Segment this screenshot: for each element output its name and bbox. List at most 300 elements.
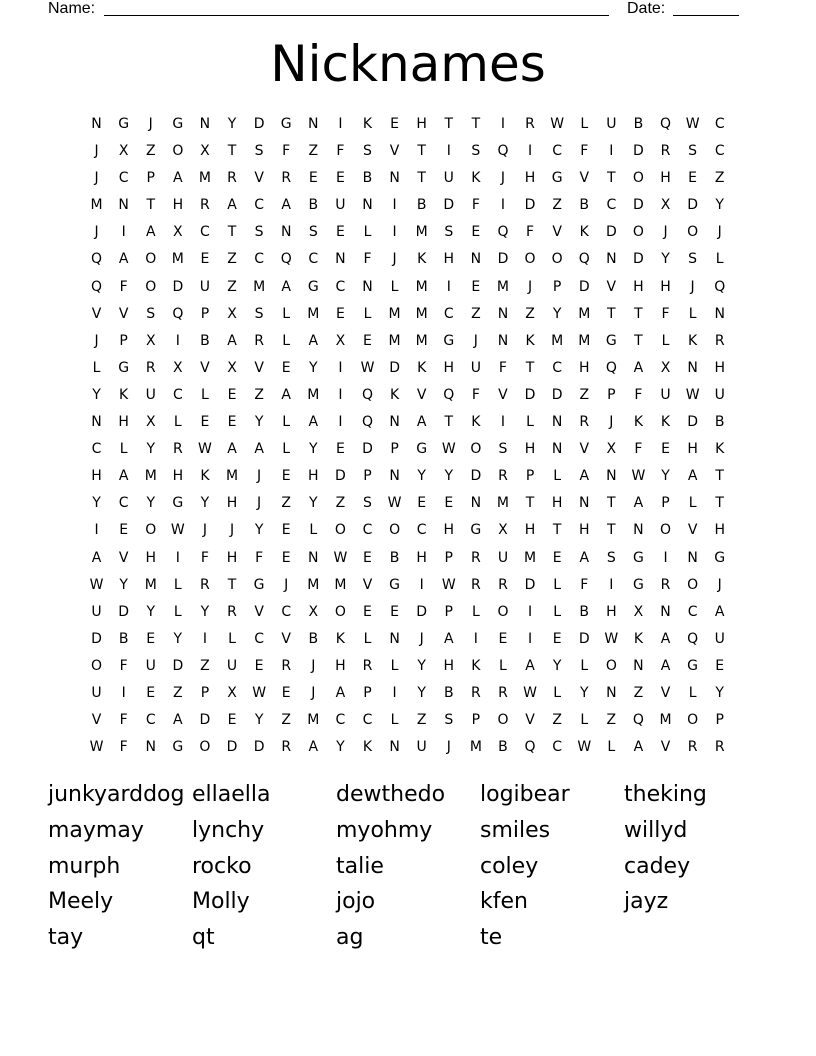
grid-letter[interactable]: W bbox=[550, 116, 565, 132]
grid-letter[interactable]: Y bbox=[309, 359, 318, 376]
grid-letter[interactable]: U bbox=[660, 386, 671, 403]
grid-letter[interactable]: H bbox=[660, 170, 671, 187]
grid-letter[interactable]: R bbox=[200, 576, 210, 593]
grid-letter[interactable]: H bbox=[524, 522, 536, 539]
grid-letter[interactable]: I bbox=[527, 603, 533, 620]
grid-letter[interactable]: C bbox=[91, 441, 102, 458]
grid-letter[interactable]: T bbox=[634, 332, 643, 349]
grid-letter[interactable]: F bbox=[119, 712, 128, 729]
grid-letter[interactable]: K bbox=[335, 630, 345, 647]
grid-letter[interactable]: V bbox=[362, 576, 373, 593]
grid-letter[interactable]: L bbox=[553, 576, 562, 593]
grid-letter[interactable]: L bbox=[282, 305, 291, 322]
grid-letter[interactable]: M bbox=[496, 278, 509, 295]
grid-letter[interactable]: E bbox=[308, 170, 318, 187]
grid-letter[interactable]: I bbox=[338, 414, 343, 431]
grid-letter[interactable]: I bbox=[338, 386, 343, 403]
grid-letter[interactable]: C bbox=[118, 495, 129, 512]
grid-letter[interactable]: W bbox=[89, 739, 104, 756]
grid-letter[interactable]: O bbox=[145, 251, 157, 268]
grid-letter[interactable]: T bbox=[417, 170, 426, 187]
grid-letter[interactable]: N bbox=[714, 305, 725, 322]
grid-letter[interactable]: M bbox=[225, 468, 239, 485]
grid-letter[interactable]: U bbox=[416, 739, 427, 756]
grid-letter[interactable]: Y bbox=[309, 495, 318, 512]
grid-letter[interactable]: E bbox=[227, 386, 237, 403]
grid-letter[interactable]: X bbox=[606, 441, 617, 458]
grid-letter[interactable]: N bbox=[389, 170, 400, 187]
grid-letter[interactable]: C bbox=[443, 305, 454, 322]
grid-letter[interactable]: L bbox=[471, 603, 480, 620]
grid-letter[interactable]: L bbox=[92, 359, 101, 376]
grid-letter[interactable]: I bbox=[175, 332, 180, 349]
grid-letter[interactable]: I bbox=[392, 224, 397, 241]
grid-letter[interactable]: F bbox=[282, 143, 291, 160]
grid-letter[interactable]: Q bbox=[660, 116, 672, 132]
grid-letter[interactable]: M bbox=[578, 305, 591, 322]
grid-letter[interactable]: N bbox=[308, 116, 319, 132]
grid-letter[interactable]: V bbox=[389, 143, 400, 160]
grid-letter[interactable]: G bbox=[172, 495, 184, 512]
grid-letter[interactable]: O bbox=[497, 603, 509, 620]
grid-letter[interactable]: X bbox=[633, 603, 644, 620]
grid-letter[interactable]: Z bbox=[173, 684, 183, 701]
grid-letter[interactable]: D bbox=[578, 278, 590, 295]
grid-letter[interactable]: D bbox=[118, 603, 130, 620]
grid-letter[interactable]: G bbox=[605, 332, 617, 349]
grid-letter[interactable]: N bbox=[118, 197, 129, 214]
grid-letter[interactable]: B bbox=[118, 630, 129, 647]
grid-letter[interactable]: H bbox=[714, 359, 725, 376]
grid-letter[interactable]: O bbox=[687, 712, 699, 729]
grid-letter[interactable]: I bbox=[609, 143, 614, 160]
grid-letter[interactable]: M bbox=[415, 278, 428, 295]
grid-letter[interactable]: F bbox=[471, 386, 480, 403]
grid-letter[interactable]: L bbox=[390, 657, 399, 674]
grid-letter[interactable]: T bbox=[552, 522, 562, 539]
grid-letter[interactable]: I bbox=[392, 684, 397, 701]
grid-letter[interactable]: C bbox=[362, 522, 373, 539]
grid-letter[interactable]: L bbox=[173, 603, 182, 620]
grid-letter[interactable]: O bbox=[470, 441, 482, 458]
grid-letter[interactable]: N bbox=[91, 414, 102, 431]
grid-letter[interactable]: L bbox=[309, 522, 318, 539]
grid-letter[interactable]: B bbox=[714, 414, 725, 431]
grid-letter[interactable]: X bbox=[660, 197, 671, 214]
grid-letter[interactable]: L bbox=[661, 332, 670, 349]
grid-letter[interactable]: R bbox=[498, 576, 508, 593]
grid-letter[interactable]: N bbox=[578, 495, 590, 512]
grid-letter[interactable]: F bbox=[119, 739, 128, 756]
grid-letter[interactable]: Y bbox=[661, 251, 670, 268]
grid-letter[interactable]: S bbox=[254, 224, 264, 241]
grid-letter[interactable]: P bbox=[200, 305, 210, 322]
grid-letter[interactable]: V bbox=[281, 630, 291, 647]
grid-letter[interactable]: E bbox=[552, 630, 562, 647]
grid-letter[interactable]: O bbox=[551, 251, 563, 268]
grid-letter[interactable]: A bbox=[308, 332, 319, 349]
grid-letter[interactable]: X bbox=[200, 143, 210, 160]
grid-letter[interactable]: I bbox=[500, 116, 506, 132]
grid-letter[interactable]: L bbox=[282, 414, 291, 431]
grid-letter[interactable]: R bbox=[714, 332, 725, 349]
grid-letter[interactable]: I bbox=[94, 522, 99, 539]
grid-letter[interactable]: Y bbox=[254, 414, 264, 431]
grid-letter[interactable]: V bbox=[579, 441, 590, 458]
grid-letter[interactable]: J bbox=[94, 332, 99, 349]
grid-letter[interactable]: X bbox=[145, 332, 156, 349]
grid-letter[interactable]: Y bbox=[119, 576, 128, 593]
grid-letter[interactable]: Q bbox=[91, 251, 103, 268]
grid-letter[interactable]: D bbox=[524, 197, 536, 214]
grid-letter[interactable]: Q bbox=[280, 251, 292, 268]
grid-letter[interactable]: Z bbox=[552, 197, 562, 214]
grid-letter[interactable]: Y bbox=[552, 305, 562, 322]
grid-letter[interactable]: U bbox=[145, 657, 156, 674]
grid-letter[interactable]: Z bbox=[552, 712, 562, 729]
grid-letter[interactable]: Y bbox=[417, 684, 426, 701]
grid-letter[interactable]: P bbox=[444, 549, 453, 566]
grid-letter[interactable]: B bbox=[416, 197, 427, 214]
grid-letter[interactable]: E bbox=[254, 657, 264, 674]
grid-letter[interactable]: G bbox=[443, 332, 455, 349]
date-blank-line[interactable] bbox=[673, 15, 739, 16]
grid-letter[interactable]: P bbox=[525, 468, 535, 485]
grid-letter[interactable]: O bbox=[172, 143, 184, 160]
grid-letter[interactable]: Q bbox=[605, 359, 617, 376]
grid-letter[interactable]: H bbox=[687, 441, 698, 458]
grid-letter[interactable]: J bbox=[500, 170, 506, 187]
grid-letter[interactable]: W bbox=[387, 495, 402, 512]
grid-letter[interactable]: N bbox=[497, 305, 509, 322]
grid-letter[interactable]: M bbox=[415, 305, 428, 322]
grid-letter[interactable]: E bbox=[661, 441, 670, 458]
grid-letter[interactable]: L bbox=[173, 414, 182, 431]
grid-letter[interactable]: K bbox=[119, 386, 129, 403]
grid-letter[interactable]: J bbox=[392, 251, 397, 268]
grid-letter[interactable]: W bbox=[89, 576, 104, 593]
grid-letter[interactable]: E bbox=[281, 468, 291, 485]
grid-letter[interactable]: I bbox=[527, 143, 533, 160]
grid-letter[interactable]: O bbox=[334, 603, 346, 620]
grid-letter[interactable]: U bbox=[145, 386, 156, 403]
grid-letter[interactable]: P bbox=[661, 495, 670, 512]
grid-letter[interactable]: A bbox=[91, 549, 102, 566]
grid-letter[interactable]: P bbox=[444, 603, 453, 620]
grid-letter[interactable]: R bbox=[362, 657, 373, 674]
grid-letter[interactable]: N bbox=[687, 359, 698, 376]
grid-letter[interactable]: O bbox=[632, 170, 644, 187]
grid-letter[interactable]: C bbox=[606, 197, 617, 214]
grid-letter[interactable]: V bbox=[254, 603, 264, 620]
grid-letter[interactable]: V bbox=[498, 386, 508, 403]
grid-letter[interactable]: N bbox=[308, 549, 319, 566]
grid-letter[interactable]: J bbox=[148, 116, 153, 132]
grid-letter[interactable]: X bbox=[308, 603, 319, 620]
grid-letter[interactable]: A bbox=[227, 197, 237, 214]
grid-letter[interactable]: L bbox=[119, 441, 128, 458]
grid-letter[interactable]: H bbox=[524, 441, 536, 458]
grid-letter[interactable]: O bbox=[497, 712, 509, 729]
grid-letter[interactable]: V bbox=[91, 712, 102, 729]
grid-letter[interactable]: L bbox=[363, 224, 372, 241]
grid-letter[interactable]: E bbox=[200, 251, 210, 268]
grid-letter[interactable]: R bbox=[714, 739, 725, 756]
grid-letter[interactable]: M bbox=[307, 305, 320, 322]
grid-letter[interactable]: N bbox=[145, 739, 156, 756]
grid-letter[interactable]: D bbox=[687, 414, 698, 431]
grid-letter[interactable]: J bbox=[94, 170, 99, 187]
grid-letter[interactable]: M bbox=[659, 712, 672, 729]
grid-letter[interactable]: R bbox=[227, 170, 237, 187]
grid-letter[interactable]: G bbox=[118, 359, 130, 376]
grid-letter[interactable]: J bbox=[527, 278, 533, 295]
grid-letter[interactable]: A bbox=[579, 549, 590, 566]
grid-letter[interactable]: L bbox=[363, 305, 372, 322]
grid-letter[interactable]: K bbox=[417, 359, 427, 376]
grid-letter[interactable]: D bbox=[335, 468, 346, 485]
grid-letter[interactable]: Q bbox=[578, 251, 590, 268]
grid-letter[interactable]: G bbox=[714, 549, 726, 566]
grid-letter[interactable]: L bbox=[173, 576, 182, 593]
grid-letter[interactable]: F bbox=[498, 359, 507, 376]
grid-letter[interactable]: H bbox=[416, 549, 427, 566]
grid-letter[interactable]: Y bbox=[200, 495, 210, 512]
grid-letter[interactable]: E bbox=[200, 414, 210, 431]
grid-letter[interactable]: N bbox=[389, 414, 400, 431]
grid-letter[interactable]: H bbox=[443, 522, 455, 539]
grid-letter[interactable]: N bbox=[606, 684, 617, 701]
grid-letter[interactable]: H bbox=[308, 468, 319, 485]
grid-letter[interactable]: A bbox=[227, 441, 237, 458]
grid-letter[interactable]: W bbox=[577, 739, 592, 756]
grid-letter[interactable]: Y bbox=[92, 495, 101, 512]
grid-letter[interactable]: T bbox=[715, 468, 724, 485]
grid-letter[interactable]: R bbox=[470, 576, 481, 593]
grid-letter[interactable]: O bbox=[687, 576, 699, 593]
grid-letter[interactable]: A bbox=[145, 224, 156, 241]
grid-letter[interactable]: B bbox=[389, 549, 400, 566]
grid-letter[interactable]: H bbox=[443, 251, 455, 268]
grid-letter[interactable]: A bbox=[579, 468, 590, 485]
grid-letter[interactable]: P bbox=[715, 712, 724, 729]
grid-letter[interactable]: U bbox=[335, 197, 346, 214]
grid-letter[interactable]: J bbox=[94, 143, 99, 160]
grid-letter[interactable]: W bbox=[170, 522, 185, 539]
grid-letter[interactable]: I bbox=[338, 359, 343, 376]
grid-letter[interactable]: N bbox=[606, 468, 617, 485]
grid-letter[interactable]: U bbox=[714, 386, 725, 403]
grid-letter[interactable]: P bbox=[146, 170, 155, 187]
grid-letter[interactable]: G bbox=[551, 170, 563, 187]
grid-letter[interactable]: Q bbox=[91, 278, 103, 295]
grid-letter[interactable]: Y bbox=[309, 441, 318, 458]
grid-letter[interactable]: C bbox=[714, 116, 725, 132]
grid-letter[interactable]: S bbox=[688, 143, 698, 160]
grid-letter[interactable]: K bbox=[471, 170, 481, 187]
grid-letter[interactable]: Z bbox=[254, 386, 264, 403]
grid-letter[interactable]: J bbox=[311, 684, 316, 701]
grid-letter[interactable]: E bbox=[444, 495, 454, 512]
grid-letter[interactable]: N bbox=[389, 630, 400, 647]
grid-letter[interactable]: G bbox=[118, 116, 130, 132]
grid-letter[interactable]: V bbox=[579, 170, 590, 187]
grid-letter[interactable]: K bbox=[471, 657, 481, 674]
grid-letter[interactable]: Q bbox=[361, 414, 373, 431]
grid-letter[interactable]: N bbox=[497, 332, 509, 349]
grid-letter[interactable]: R bbox=[145, 359, 156, 376]
grid-letter[interactable]: N bbox=[362, 278, 373, 295]
grid-letter[interactable]: N bbox=[389, 468, 400, 485]
grid-letter[interactable]: R bbox=[498, 468, 508, 485]
grid-letter[interactable]: F bbox=[580, 143, 589, 160]
grid-letter[interactable]: Z bbox=[606, 712, 617, 729]
grid-letter[interactable]: Z bbox=[633, 684, 644, 701]
grid-letter[interactable]: X bbox=[173, 359, 183, 376]
grid-letter[interactable]: A bbox=[308, 739, 319, 756]
grid-letter[interactable]: E bbox=[281, 549, 291, 566]
grid-letter[interactable]: X bbox=[660, 359, 671, 376]
grid-letter[interactable]: N bbox=[551, 414, 563, 431]
grid-letter[interactable]: A bbox=[173, 170, 183, 187]
grid-letter[interactable]: T bbox=[607, 170, 616, 187]
grid-letter[interactable]: A bbox=[281, 386, 291, 403]
grid-letter[interactable]: C bbox=[335, 712, 346, 729]
grid-letter[interactable]: E bbox=[335, 441, 345, 458]
grid-letter[interactable]: I bbox=[338, 116, 343, 132]
grid-letter[interactable]: D bbox=[199, 712, 211, 729]
grid-letter[interactable]: C bbox=[254, 251, 264, 268]
grid-letter[interactable]: I bbox=[446, 143, 451, 160]
grid-letter[interactable]: T bbox=[607, 305, 616, 322]
grid-letter[interactable]: I bbox=[175, 549, 180, 566]
grid-letter[interactable]: J bbox=[663, 224, 668, 241]
grid-letter[interactable]: K bbox=[362, 116, 373, 132]
grid-letter[interactable]: C bbox=[308, 251, 319, 268]
grid-letter[interactable]: A bbox=[633, 495, 644, 512]
grid-letter[interactable]: D bbox=[226, 739, 238, 756]
grid-letter[interactable]: M bbox=[334, 576, 347, 593]
grid-letter[interactable]: L bbox=[390, 712, 399, 729]
grid-letter[interactable]: D bbox=[362, 441, 373, 458]
grid-letter[interactable]: N bbox=[470, 495, 482, 512]
grid-letter[interactable]: Y bbox=[227, 116, 237, 132]
grid-letter[interactable]: L bbox=[553, 603, 562, 620]
grid-letter[interactable]: E bbox=[363, 603, 372, 620]
grid-letter[interactable]: T bbox=[607, 495, 616, 512]
grid-letter[interactable]: C bbox=[552, 143, 563, 160]
grid-letter[interactable]: O bbox=[199, 739, 211, 756]
grid-letter[interactable]: E bbox=[715, 657, 725, 674]
grid-letter[interactable]: E bbox=[146, 684, 156, 701]
grid-letter[interactable]: M bbox=[307, 576, 320, 593]
grid-letter[interactable]: N bbox=[606, 251, 617, 268]
grid-letter[interactable]: T bbox=[146, 197, 156, 214]
grid-letter[interactable]: L bbox=[499, 657, 507, 674]
grid-letter[interactable]: I bbox=[663, 549, 668, 566]
grid-letter[interactable]: X bbox=[173, 224, 183, 241]
grid-letter[interactable]: D bbox=[253, 739, 265, 756]
grid-letter[interactable]: Z bbox=[227, 251, 237, 268]
grid-letter[interactable]: G bbox=[172, 739, 184, 756]
grid-letter[interactable]: V bbox=[118, 305, 129, 322]
grid-letter[interactable]: Y bbox=[146, 441, 156, 458]
name-blank-line[interactable] bbox=[104, 15, 609, 16]
grid-letter[interactable]: E bbox=[688, 170, 698, 187]
grid-letter[interactable]: U bbox=[470, 359, 481, 376]
grid-letter[interactable]: H bbox=[633, 278, 644, 295]
grid-letter[interactable]: H bbox=[524, 170, 536, 187]
grid-letter[interactable]: V bbox=[687, 522, 698, 539]
grid-letter[interactable]: U bbox=[714, 630, 725, 647]
grid-letter[interactable]: L bbox=[282, 441, 291, 458]
grid-letter[interactable]: R bbox=[172, 441, 183, 458]
grid-letter[interactable]: D bbox=[605, 224, 617, 241]
grid-letter[interactable]: R bbox=[227, 603, 237, 620]
grid-letter[interactable]: A bbox=[416, 414, 427, 431]
grid-letter[interactable]: N bbox=[660, 603, 671, 620]
grid-letter[interactable]: B bbox=[443, 684, 454, 701]
grid-letter[interactable]: K bbox=[633, 630, 644, 647]
grid-letter[interactable]: Q bbox=[632, 712, 644, 729]
grid-letter[interactable]: C bbox=[281, 603, 292, 620]
grid-letter[interactable]: W bbox=[333, 549, 348, 566]
grid-letter[interactable]: H bbox=[416, 116, 427, 132]
grid-letter[interactable]: L bbox=[553, 468, 562, 485]
grid-letter[interactable]: S bbox=[444, 712, 454, 729]
grid-letter[interactable]: M bbox=[469, 739, 482, 756]
grid-letter[interactable]: F bbox=[119, 657, 128, 674]
grid-letter[interactable]: D bbox=[687, 197, 698, 214]
grid-letter[interactable]: C bbox=[254, 630, 264, 647]
grid-letter[interactable]: O bbox=[334, 522, 346, 539]
grid-letter[interactable]: J bbox=[446, 739, 451, 756]
grid-letter[interactable]: V bbox=[416, 386, 427, 403]
grid-letter[interactable]: E bbox=[281, 522, 291, 539]
grid-letter[interactable]: Y bbox=[552, 657, 562, 674]
grid-letter[interactable]: J bbox=[229, 522, 235, 539]
grid-letter[interactable]: Y bbox=[417, 468, 426, 485]
grid-letter[interactable]: R bbox=[660, 143, 671, 160]
grid-letter[interactable]: H bbox=[660, 278, 671, 295]
grid-letter[interactable]: E bbox=[227, 712, 237, 729]
grid-letter[interactable]: K bbox=[389, 386, 400, 403]
grid-letter[interactable]: B bbox=[498, 739, 508, 756]
grid-letter[interactable]: C bbox=[714, 143, 725, 160]
grid-letter[interactable]: D bbox=[470, 468, 482, 485]
grid-letter[interactable]: W bbox=[252, 684, 267, 701]
grid-letter[interactable]: Y bbox=[254, 712, 264, 729]
grid-letter[interactable]: C bbox=[362, 712, 373, 729]
grid-letter[interactable]: F bbox=[336, 143, 345, 160]
grid-letter[interactable]: H bbox=[91, 468, 102, 485]
grid-letter[interactable]: M bbox=[171, 251, 184, 268]
grid-letter[interactable]: J bbox=[609, 414, 614, 431]
grid-letter[interactable]: B bbox=[579, 603, 590, 620]
grid-letter[interactable]: X bbox=[227, 684, 237, 701]
grid-letter[interactable]: J bbox=[284, 576, 289, 593]
grid-letter[interactable]: D bbox=[633, 143, 644, 160]
grid-letter[interactable]: Q bbox=[497, 143, 509, 160]
grid-letter[interactable]: Y bbox=[715, 197, 724, 214]
grid-letter[interactable]: A bbox=[443, 630, 454, 647]
grid-letter[interactable]: S bbox=[308, 224, 318, 241]
grid-letter[interactable]: S bbox=[471, 143, 481, 160]
grid-letter[interactable]: K bbox=[688, 332, 698, 349]
grid-letter[interactable]: T bbox=[417, 143, 426, 160]
grid-letter[interactable]: Y bbox=[173, 630, 183, 647]
grid-letter[interactable]: C bbox=[145, 712, 156, 729]
